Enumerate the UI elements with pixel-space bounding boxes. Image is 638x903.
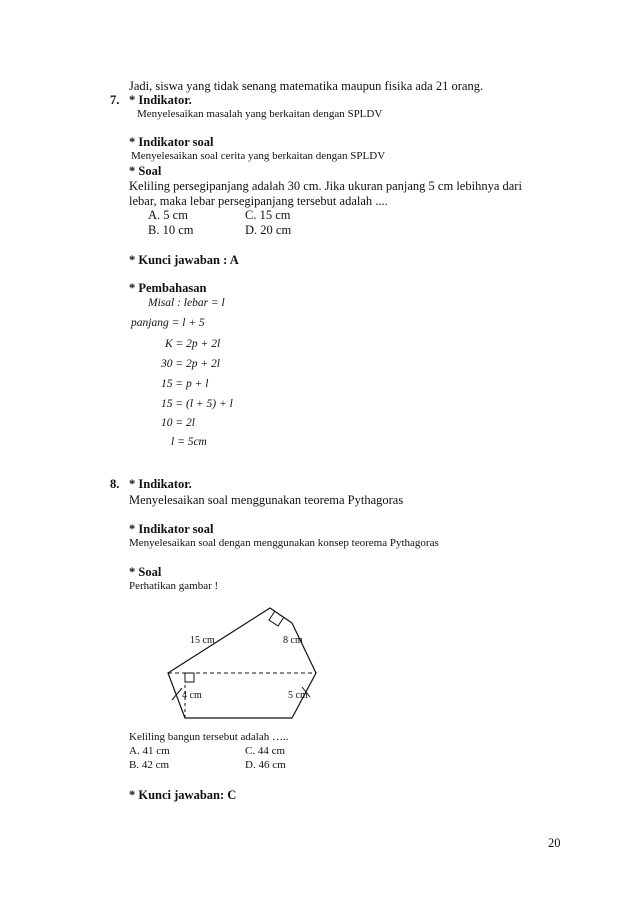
label-5cm: 5 cm (288, 690, 308, 701)
q7-indikator-text: Menyelesaikan masalah yang berkaitan dengan SPLDV (137, 108, 383, 120)
pentagon-outline (168, 608, 316, 718)
q8-option-d: D. 46 cm (245, 759, 286, 771)
q8-indikator-soal-heading: * Indikator soal (129, 522, 214, 536)
q7-indikator-heading: * Indikator. (129, 93, 192, 107)
q8-indikator-soal-text: Menyelesaikan soal dengan menggunakan konsep teorema Pythagoras (129, 537, 439, 549)
q7-option-c: C. 15 cm (245, 208, 291, 222)
q7-option-d: D. 20 cm (245, 223, 292, 237)
right-angle-left (185, 673, 194, 682)
q7-pembahasan-heading: * Pembahasan (129, 281, 207, 295)
q7-number: 7. (110, 93, 120, 107)
q8-option-a: A. 41 cm (129, 745, 170, 757)
q7-soal-line-1: Keliling persegipanjang adalah 30 cm. Jika ukuran panjang 5 cm lebihnya dari (129, 179, 522, 193)
label-4cm: 4 cm (182, 690, 202, 701)
intro-line: Jadi, siswa yang tidak senang matematika maupun fisika ada 21 orang. (129, 79, 484, 93)
q7-indikator-soal-text: Menyelesaikan soal cerita yang berkaitan dengan SPLDV (131, 150, 386, 162)
q7-soal-line-2: lebar, maka lebar persegipanjang tersebut adalah .... (129, 194, 388, 208)
q8-option-c: C. 44 cm (245, 745, 286, 757)
q7-step-2: panjang = l + 5 (131, 317, 205, 329)
q8-number: 8. (110, 477, 120, 491)
q8-question: Keliling bangun tersebut adalah ….. (129, 731, 289, 743)
q7-step-3: K = 2p + 2l (165, 338, 221, 350)
label-15cm: 15 cm (190, 635, 215, 646)
q8-soal-heading: * Soal (129, 565, 162, 579)
q8-answer-key: * Kunci jawaban: C (129, 788, 237, 802)
q7-option-a: A. 5 cm (148, 208, 188, 222)
q8-soal-text: Perhatikan gambar ! (129, 580, 219, 592)
q8-option-b: B. 42 cm (129, 759, 170, 771)
q7-answer-key: * Kunci jawaban : A (129, 253, 239, 267)
q7-step-6: 15 = (l + 5) + l (161, 398, 233, 410)
q7-soal-heading: * Soal (129, 164, 162, 178)
q8-indikator-heading: * Indikator. (129, 477, 192, 491)
q7-step-1: Misal : lebar = l (148, 297, 225, 309)
right-angle-top (269, 611, 284, 626)
q8-indikator-text: Menyelesaikan soal menggunakan teorema Pythagoras (129, 493, 404, 507)
q7-option-b: B. 10 cm (148, 223, 194, 237)
q7-step-7: 10 = 2l (161, 417, 195, 429)
label-8cm: 8 cm (283, 635, 303, 646)
page-number: 20 (548, 836, 561, 850)
q7-step-8: l = 5cm (171, 436, 207, 448)
q7-step-4: 30 = 2p + 2l (161, 358, 220, 370)
q7-indikator-soal-heading: * Indikator soal (129, 135, 214, 149)
q7-step-5: 15 = p + l (161, 378, 209, 390)
